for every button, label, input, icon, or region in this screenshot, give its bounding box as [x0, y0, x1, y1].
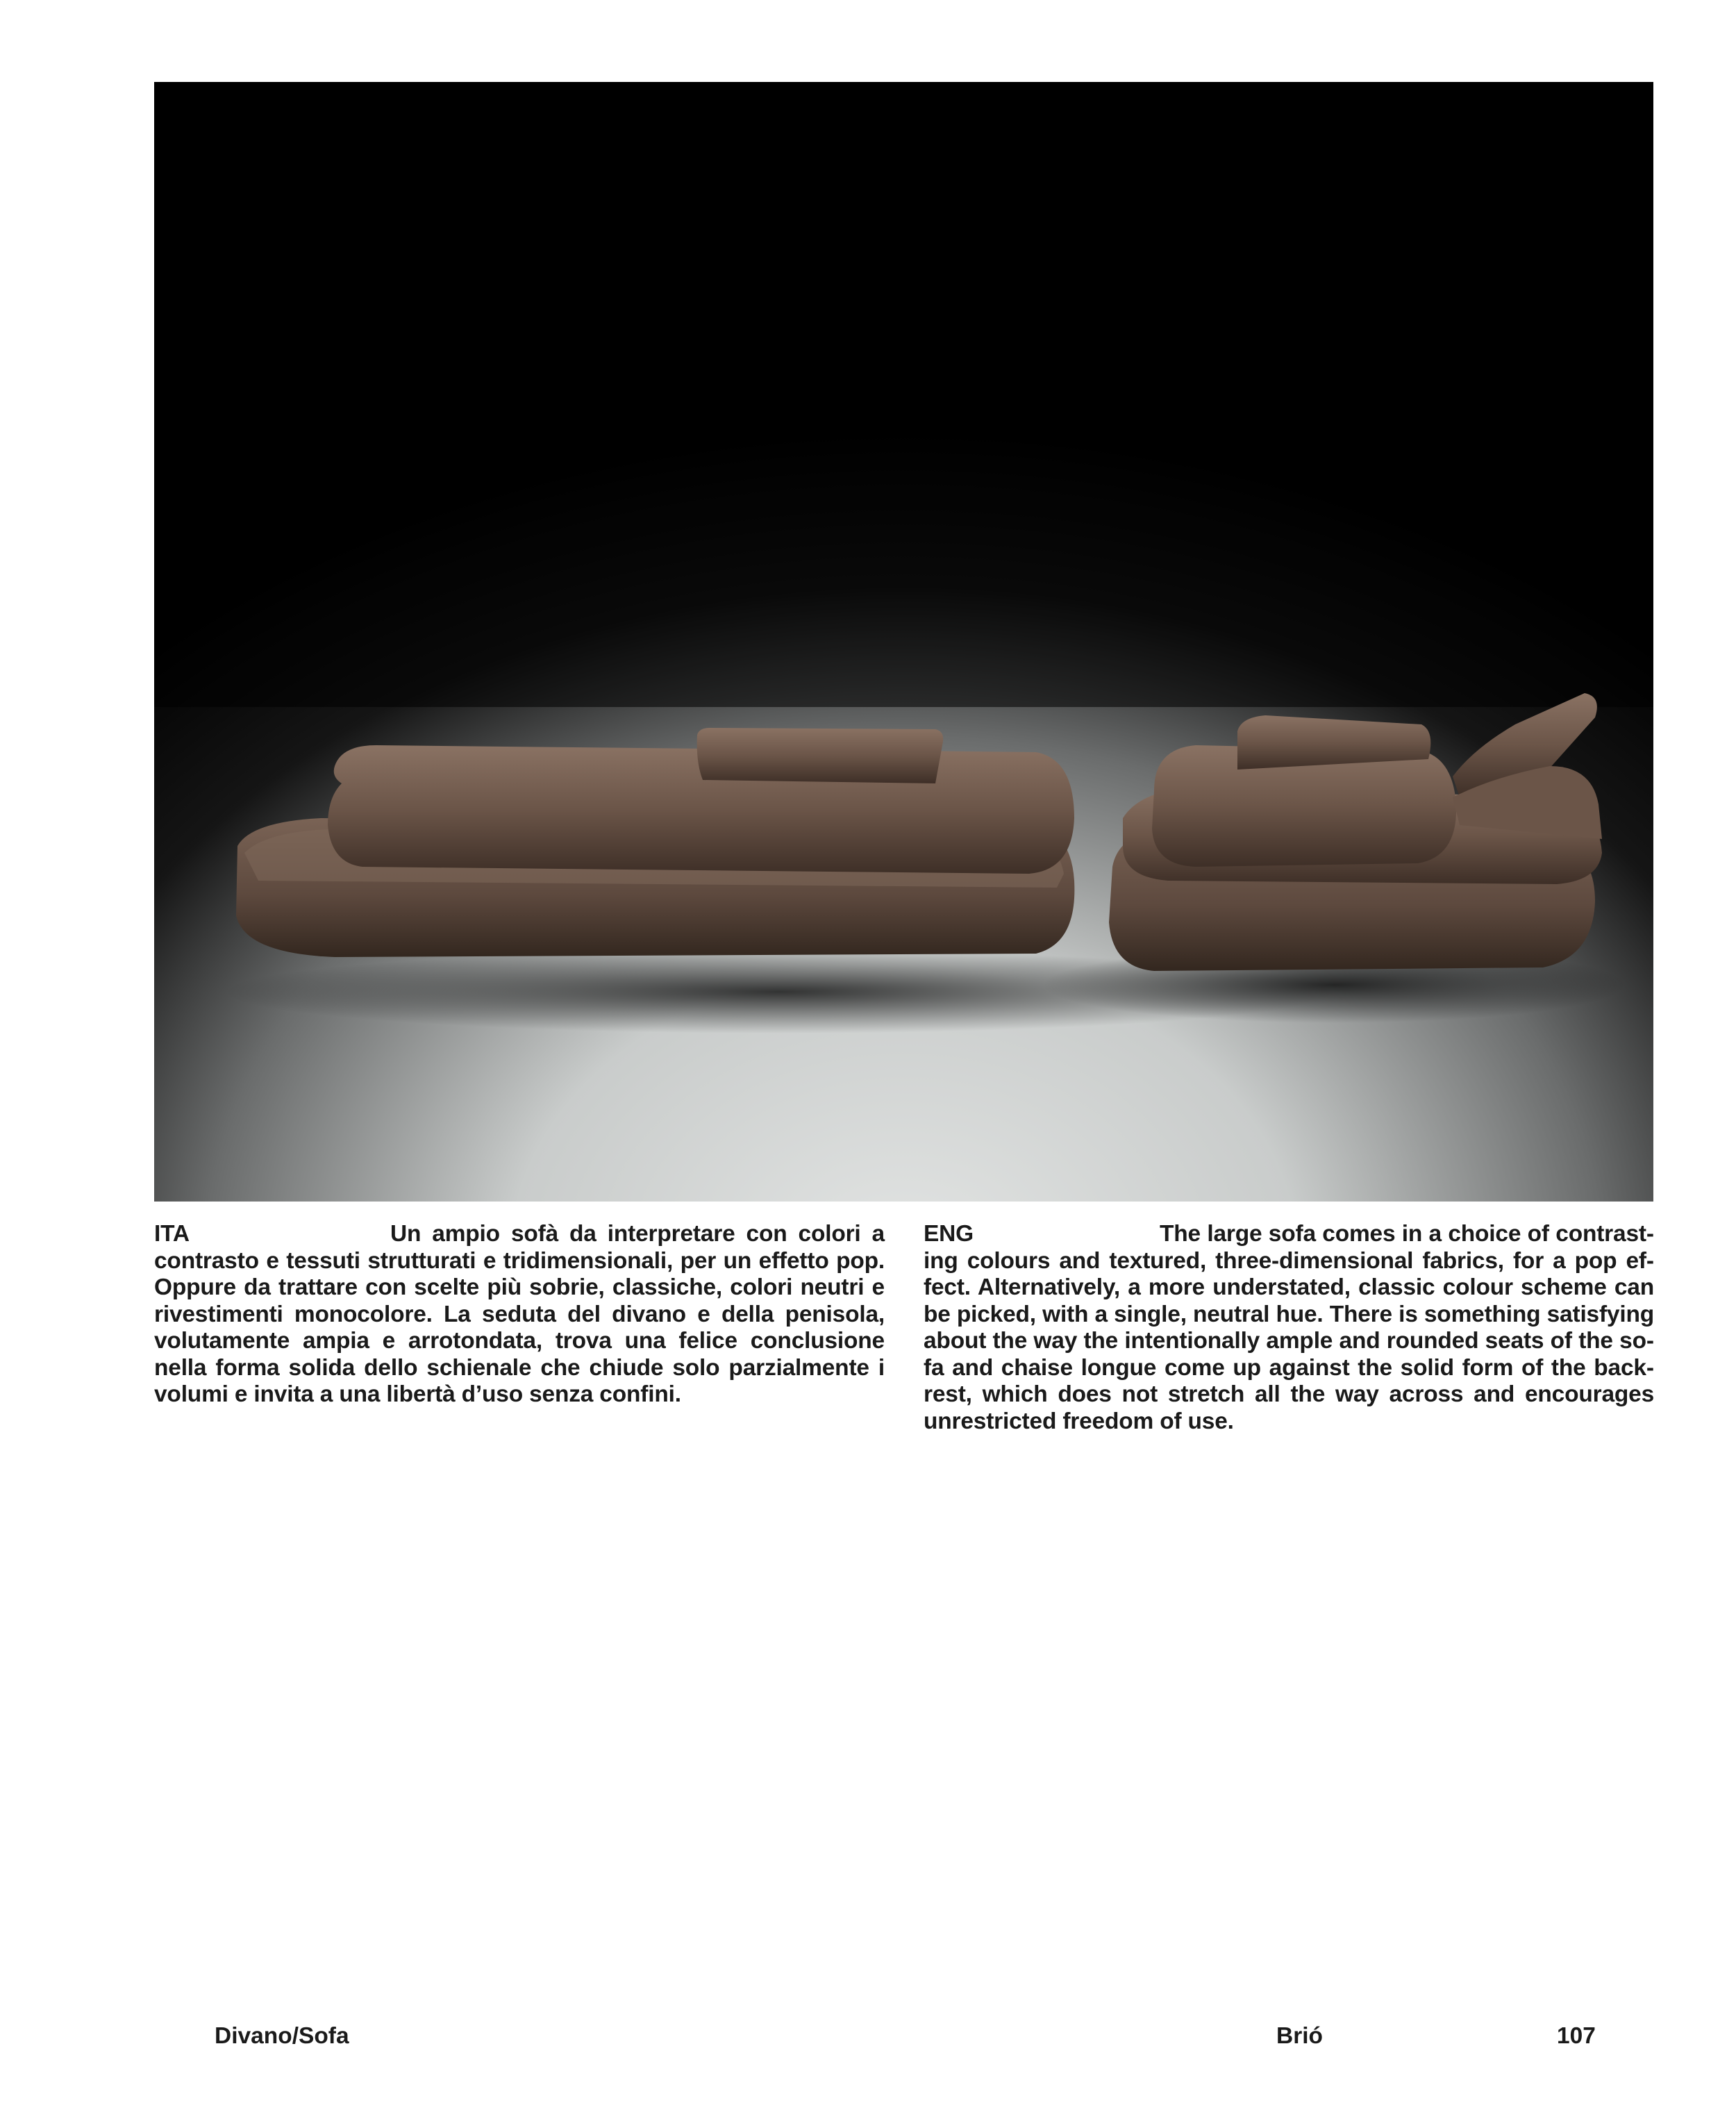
description-body: Un ampio sofà da interpretare con colori a contrasto e tessuti strutturati e tridimensionali, per un effetto pop. Oppure da trattare con scelte più sobrie, classiche, colori neutri e rivestimenti monocolore. La seduta del divano e della penisola, volutamente ampia e arrotondata, trova una felice conclusione nella forma solida dello schienale che chiude solo parzialmente i volumi e invita a una libertà d’uso senza confini. — [154, 1221, 885, 1407]
footer-brand: Brió — [1276, 2023, 1323, 2049]
sofa-photo — [154, 82, 1653, 1202]
footer-section: Divano/Sofa — [215, 2023, 349, 2049]
description-italian — [154, 1221, 885, 1408]
language-label: ITA — [154, 1221, 190, 1247]
page-number: 107 — [1557, 2023, 1596, 2049]
language-label: ENG — [924, 1221, 974, 1247]
description-english — [924, 1221, 1654, 1435]
description-body: The large sofa comes in a choice of contrasting colours and textured, three-dimensional fabrics, for a pop effect. Alternatively, a more understated, classic colour scheme can be picked, with a single, neutral hue. There is something satisfying about the way the intentionally ample and rounded seats of the sofa and chaise longue come up against the solid form of the backrest, which does not stretch all the way across and encourages unrestricted freedom of use. — [924, 1221, 1654, 1434]
